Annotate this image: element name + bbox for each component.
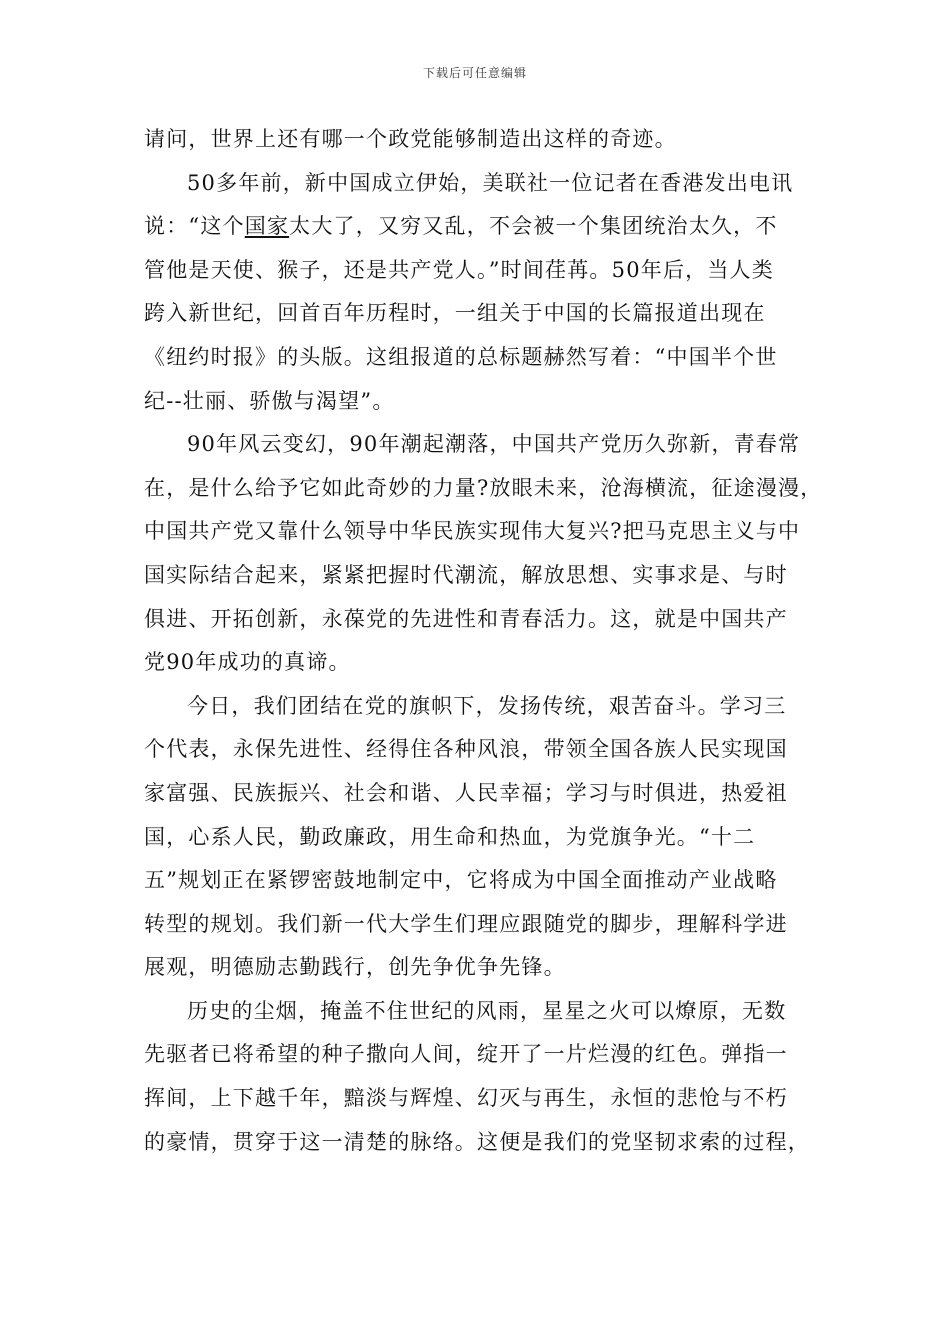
text-line: 请问，世界上还有哪一个政党能够制造出这样的奇迹。 bbox=[144, 127, 677, 151]
text-line: 转型的规划。我们新一代大学生们理应跟随党的脚步，理解科学进 bbox=[144, 911, 788, 936]
text-line: 家富强、民族振兴、社会和谐、人民幸福；学习与时俱进，热爱祖 bbox=[144, 780, 788, 805]
paragraph-first-line: 历史的尘烟，掩盖不住世纪的风雨，星星之火可以燎原，无数 bbox=[187, 998, 787, 1023]
text-line: 国实际结合起来，紧紧把握时代潮流，解放思想、实事求是、与时 bbox=[144, 562, 788, 587]
text-line: 党90年成功的真谛。 bbox=[144, 650, 351, 675]
paragraph-first-line: 90年风云变幻，90年潮起潮落，中国共产党历久弥新，青春常 bbox=[187, 432, 801, 457]
text-line: 《纽约时报》的头版。这组报道的总标题赫然写着：“中国半个世 bbox=[144, 344, 778, 369]
page-header-note: 下载后可任意编辑 bbox=[422, 66, 527, 80]
text-line: 的豪情，贯穿于这一清楚的脉络。这便是我们的党坚韧求索的过程， bbox=[144, 1129, 810, 1154]
text-line: 管他是天使、猴子，还是共产党人。”时间荏苒。50年后，当人类 bbox=[144, 257, 774, 282]
text-line: 个代表，永保先进性、经得住各种风浪，带领全国各族人民实现国 bbox=[144, 737, 788, 762]
text-line: 先驱者已将希望的种子撒向人间，绽开了一片烂漫的红色。弹指一 bbox=[144, 1042, 788, 1067]
paragraph-first-line: 50多年前，新中国成立伊始，美联社一位记者在香港发出电讯 bbox=[187, 170, 794, 195]
text-span: 说：“这个 bbox=[144, 214, 245, 239]
text-line: 俱进、开拓创新，永葆党的先进性和青春活力。这，就是中国共产 bbox=[144, 606, 788, 631]
text-line: 跨入新世纪，回首百年历程时，一组关于中国的长篇报道出现在 bbox=[144, 301, 766, 326]
text-line: 纪--壮丽、骄傲与渴望”。 bbox=[144, 388, 395, 413]
text-line: 展观，明德励志勤践行，创先争优争先锋。 bbox=[144, 955, 566, 980]
paragraph-first-line: 今日，我们团结在党的旗帜下，发扬传统，艰苦奋斗。学习三 bbox=[187, 693, 787, 718]
text-line: 在，是什么给予它如此奇妙的力量?放眼未来，沧海横流，征途漫漫， bbox=[144, 475, 823, 500]
text-line: 国，心系人民，勤政廉政，用生命和热血，为党旗争光。“十二 bbox=[144, 824, 756, 849]
text-span: 太大了，又穷又乱，不会被一个集团统治太久，不 bbox=[289, 214, 778, 239]
text-line: 五”规划正在紧锣密鼓地制定中，它将成为中国全面推动产业战略 bbox=[144, 868, 778, 893]
text-line bbox=[144, 205, 806, 249]
underlined-link-text[interactable]: 国家 bbox=[244, 214, 290, 239]
text-line: 挥间，上下越千年，黯淡与辉煌、幻灭与再生，永恒的悲怆与不朽 bbox=[144, 1086, 788, 1111]
text-line: 中国共产党又靠什么领导中华民族实现伟大复兴?把马克思主义与中 bbox=[144, 519, 801, 544]
body-text bbox=[144, 118, 823, 1164]
